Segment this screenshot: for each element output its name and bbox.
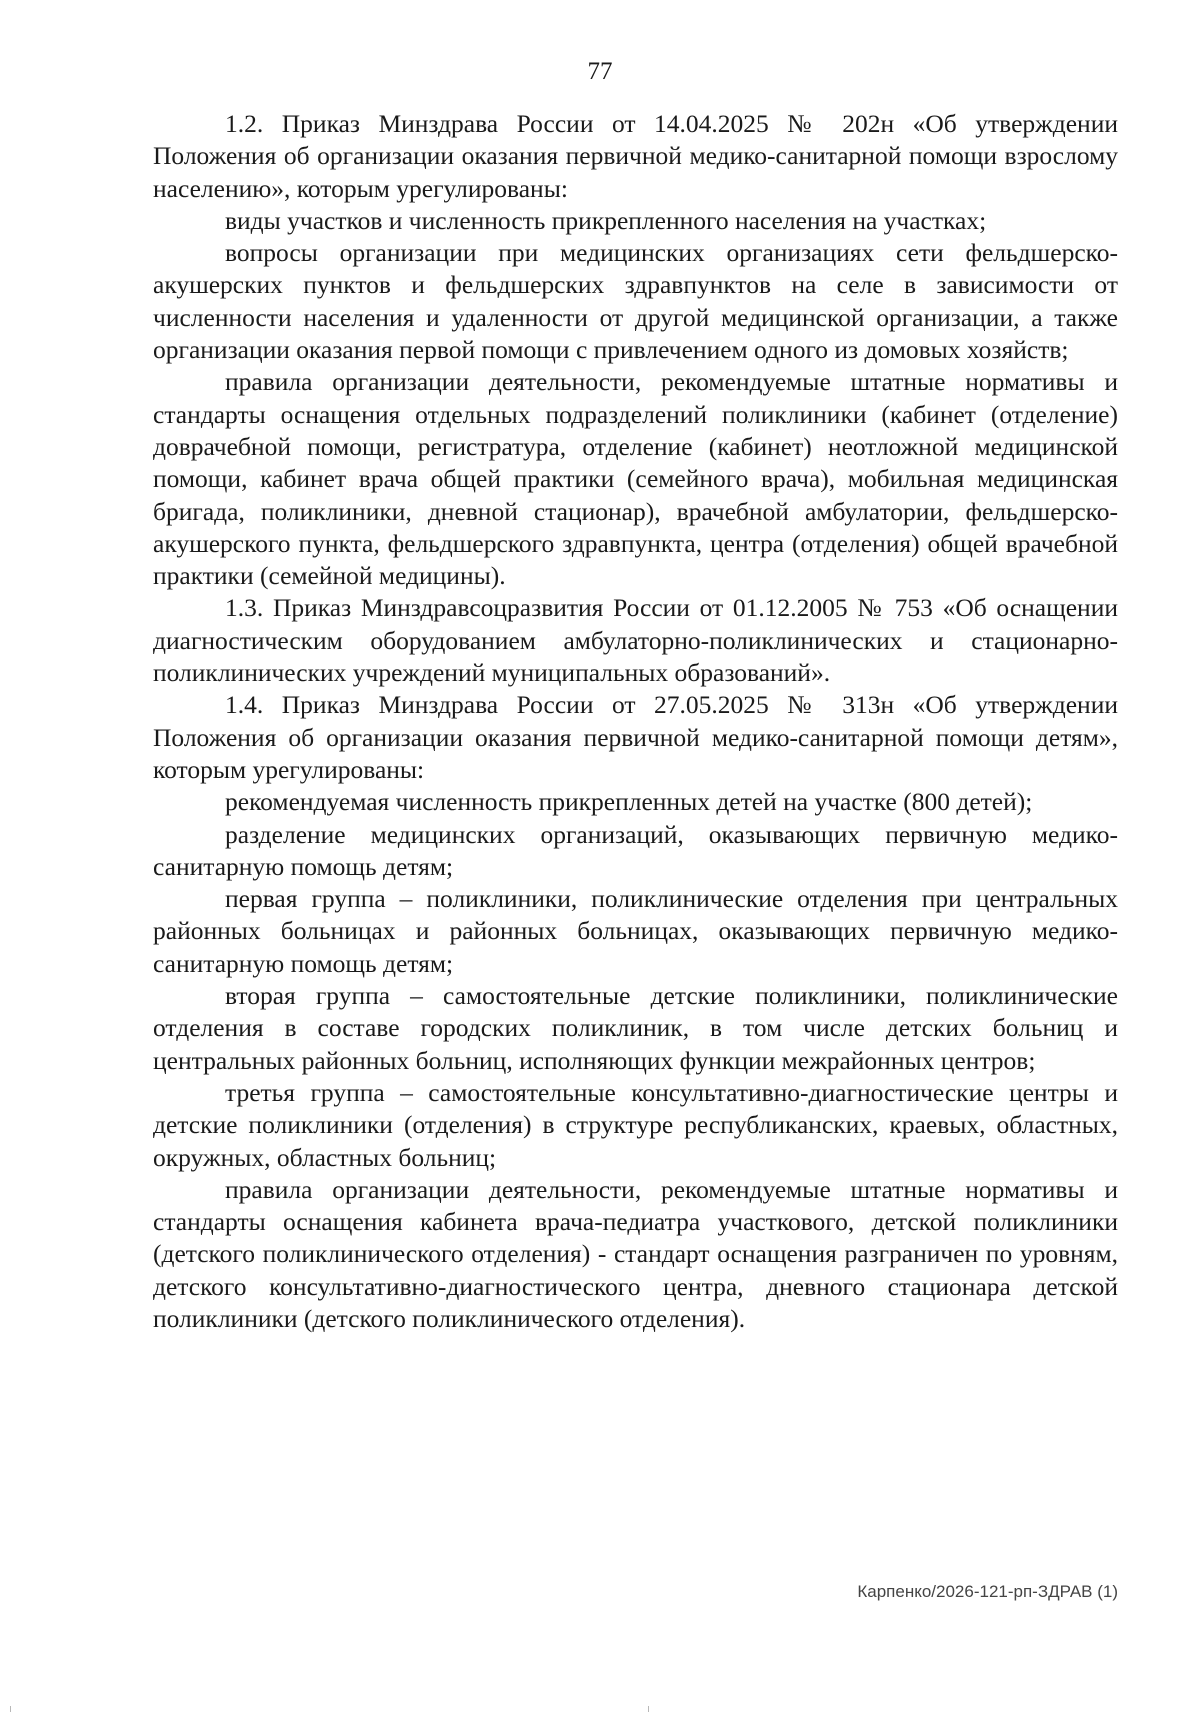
paragraph-children-count: рекомендуемая численность прикрепленных детей на участке (800 детей); bbox=[225, 787, 1033, 817]
paragraph-pediatric-rules: правила организации деятельности, рекомендуемые штатные нормативы и стандарты оснащения кабинета врача-педиатра участкового, детской поликлиники (детского поликлинического отделения) - стандарт оснащения разграничен по уровням, детского консультативно-диагностического центра, дневного стационара детской поликлиники (детского поликлинического отделения). bbox=[153, 1174, 1118, 1333]
paragraph-organization-split: разделение медицинских организаций, оказывающих первичную медико-санитарную помощь детям; bbox=[153, 819, 1118, 881]
paragraph-group-two: вторая группа – самостоятельные детские поликлиники, поликлинические отделения в составе городских поликлиник, в том числе детских больниц и центральных районных больниц, исполняющих функции межрайонных центров; bbox=[153, 981, 1118, 1075]
paragraph-group-three: третья группа – самостоятельные консультативно-диагностические центры и детские поликлиники (отделения) в структуре республиканских, краевых, областных, окружных, областных больниц; bbox=[153, 1077, 1118, 1172]
paragraph-1-3: 1.3. Приказ Минздравсоцразвития России от 01.12.2005 № 753 «Об оснащении диагностическим оборудованием амбулаторно-поликлинических и стационарно-поликлинических учреждений муниципальных образований». bbox=[153, 593, 1118, 688]
scan-edge-mark bbox=[648, 1706, 649, 1712]
paragraph-district-types: виды участков и численность прикрепленного населения на участках; bbox=[225, 205, 987, 235]
paragraph-1-4: 1.4. Приказ Минздрава России от 27.05.2025 № 313н «Об утверждении Положения об организации оказания первичной медико-санитарной помощи детям», которым урегулированы: bbox=[153, 690, 1118, 784]
paragraph-group-one: первая группа – поликлиники, поликлинические отделения при центральных районных больницах и районных больницах, оказывающих первичную медико-санитарную помощь детям; bbox=[153, 884, 1118, 978]
page-number: 77 bbox=[587, 58, 613, 85]
document-registration-code: Карпенко/2026-121-рп-ЗДРАВ (1) bbox=[857, 1582, 1118, 1601]
paragraph-polyclinic-rules: правила организации деятельности, рекомендуемые штатные нормативы и стандарты оснащения отдельных подразделений поликлиники (кабинет (отделение) доврачебной помощи, регистратура, отделение (кабинет) неотложной медицинской помощи, кабинет врача общей практики (семейного врача), мобильная медицинская бригада, поликлиники, дневной стационар), врачебной амбулатории, фельдшерско-акушерского пункта, фельдшерского здравпункта, центра (отделения) общей врачебной практики (семейной медицины). bbox=[153, 367, 1118, 591]
scan-edge-mark bbox=[10, 1706, 11, 1712]
document-body bbox=[153, 108, 1118, 1335]
paragraph-feldsher-network: вопросы организации при медицинских организациях сети фельдшерско-акушерских пунктов и фельдшерских здравпунктов на селе в зависимости от численности населения и удаленности от другой медицинской организации, а также организации оказания первой помощи с привлечением одного из домовых хозяйств; bbox=[153, 238, 1118, 365]
paragraph-1-2: 1.2. Приказ Минздрава России от 14.04.2025 № 202н «Об утверждении Положения об организации оказания первичной медико-санитарной помощи взрослому населению», которым урегулированы: bbox=[153, 109, 1118, 203]
